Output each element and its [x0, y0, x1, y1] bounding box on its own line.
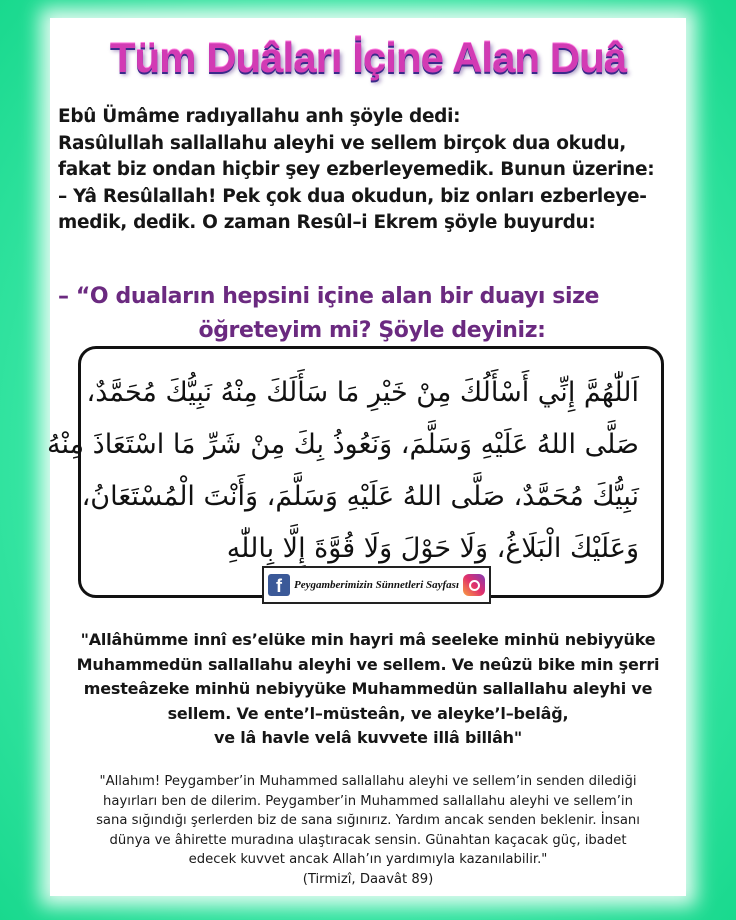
meaning-text: [50, 772, 686, 889]
intro-line: Ebû Ümâme radıyallahu anh şöyle dedi:: [58, 106, 461, 127]
transliteration-line: Muhammedün sallallahu aleyhi ve sellem. Ve neûzü bike min şerri: [76, 654, 660, 674]
transliteration-line: "Allâhümme innî es’elüke min hayri mâ seeleke minhü nebiyyüke: [80, 630, 656, 649]
arabic-line: وَعَلَيْكَ الْبَلَاغُ، وَلَا حَوْلَ وَلَا قُوَّةَ إِلَّا بِاللّٰهِ: [226, 533, 639, 564]
meaning-line: edecek kuvvet ancak Allah’ın yardımıyla kazanılabilir.": [188, 852, 548, 867]
instagram-icon: [463, 574, 485, 596]
meaning-line: sana sığındığı şerlerden biz de sana sığınırız. Yardım ancak senden beklenir. İnsanı: [96, 813, 640, 828]
quote-line: – “O duaların hepsini içine alan bir duayı size: [58, 284, 600, 309]
page-title: Tüm Duâları İçine Alan Duâ: [109, 34, 627, 81]
transliteration-line: sellem. Ve ente’l–müsteân, ve aleyke’l–belâğ,: [167, 703, 569, 723]
transliteration-text: [50, 628, 686, 751]
meaning-line: "Allahım! Peygamber’in Muhammed sallallahu aleyhi ve sellem’in senden dilediği: [99, 774, 637, 789]
arabic-prayer-box: [47, 346, 664, 598]
source-page-tag: [262, 566, 491, 604]
citation: (Tirmizî, Daavât 89): [302, 871, 434, 887]
intro-line: medik, dedik. O zaman Resûl–i Ekrem şöyle buyurdu:: [58, 212, 596, 233]
arabic-line: صَلَّى اللهُ عَلَيْهِ وَسَلَّمَ، وَنَعُوذُ بِكَ مِنْ شَرِّ مَا اسْتَعَاذَ مِنْهُ: [47, 429, 639, 460]
intro-line: fakat biz ondan hiçbir şey ezberleyemedik. Bunun üzerine:: [58, 159, 655, 180]
intro-line: Rasûlullah sallallahu aleyhi ve sellem birçok dua okudu,: [58, 132, 627, 154]
transliteration-line: mesteâzeke minhü nebiyyüke Muhammedün sallallahu aleyhi ve: [83, 679, 653, 698]
quote-line: öğreteyim mi? Şöyle deyiniz:: [198, 318, 546, 343]
quote-heading: [58, 280, 686, 348]
arabic-line: نَبِيُّكَ مُحَمَّدٌ، صَلَّى اللهُ عَلَيْهِ وَسَلَّمَ، وَأَنْتَ الْمُسْتَعَانُ،: [81, 481, 639, 512]
arabic-line: اَللّٰهُمَّ إِنِّي أَسْأَلُكَ مِنْ خَيْرِ مَا سَأَلَكَ مِنْهُ نَبِيُّكَ مُحَمَّدٌ،: [86, 377, 639, 408]
intro-line: – Yâ Resûlallah! Pek çok dua okudun, biz onları ezberleye-: [58, 185, 647, 207]
source-page-name: Peygamberimizin Sünnetleri Sayfası: [294, 579, 460, 591]
meaning-line: dünya ve âhirette muradına ulaştıracak sensin. Günahtan kaçacak güç, ibadet: [109, 832, 627, 848]
content-card: [47, 18, 686, 896]
arabic-prayer-text: [47, 349, 661, 575]
transliteration-line: ve lâ havle velâ kuvvete illâ billâh": [213, 728, 523, 747]
intro-text: [58, 104, 686, 237]
facebook-icon: f: [268, 574, 290, 596]
meaning-line: hayırları ben de dilerim. Peygamber’in Muhammed sallallahu aleyhi ve sellem’in: [103, 793, 633, 809]
